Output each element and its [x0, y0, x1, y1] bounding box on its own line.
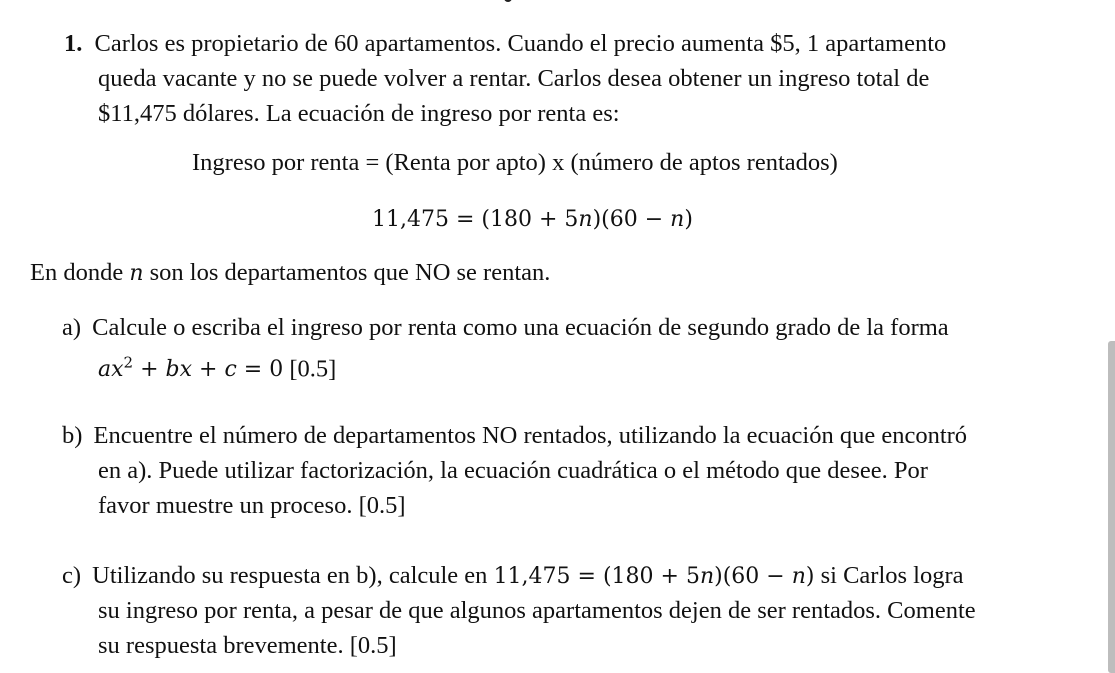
where-variable: n: [129, 261, 144, 286]
plus-2: +: [192, 357, 225, 383]
exponent-2: 2: [123, 354, 134, 372]
part-c-eq-var-2: n: [791, 564, 806, 589]
part-c-eq-lhs: 11,475 = (180 + 5: [493, 564, 700, 589]
equals-zero: = 0: [236, 357, 284, 383]
equation-lhs: 11,475 = (180 + 5: [372, 207, 579, 232]
part-a-line-1: [62, 313, 949, 343]
problem-statement-2: queda vacante y no se puede volver a rentar. Carlos desea obtener un ingreso total de: [98, 65, 930, 92]
where-line: [30, 258, 550, 289]
vertical-scrollbar[interactable]: [1108, 341, 1115, 673]
coef-b: b: [165, 357, 180, 383]
equation-var-2: n: [670, 207, 685, 232]
part-a-text-1: Calcule o escriba el ingreso por renta como una ecuación de segundo grado de la forma: [92, 314, 949, 341]
part-c-label: c): [62, 562, 82, 589]
part-c-text-2: su ingreso por renta, a pesar de que algunos apartamentos dejen de ser rentados. Comente: [98, 597, 976, 624]
page-top-mark: [504, 0, 512, 2]
part-c-line-1: [62, 561, 964, 592]
main-equation: [372, 205, 693, 235]
part-b-text-3: favor muestre un proceso. [0.5]: [98, 492, 406, 519]
part-a-line-2: [98, 348, 336, 385]
problem-statement-1: Carlos es propietario de 60 apartamentos. Cuando el precio aumenta $5, 1 apartamento: [94, 30, 947, 57]
problem-statement-3: $11,475 dólares. La ecuación de ingreso por renta es:: [98, 100, 620, 127]
part-b-line-1: [62, 421, 967, 451]
part-c-eq-mid: )(60 −: [714, 564, 792, 589]
where-suffix: son los departamentos que NO se rentan.: [143, 259, 551, 286]
problem-number: 1.: [64, 30, 83, 57]
part-c-suffix: si Carlos logra: [814, 562, 964, 589]
part-c-text-3: su respuesta brevemente. [0.5]: [98, 632, 397, 659]
equation-mid: )(60 −: [592, 207, 671, 232]
part-c-eq-var-1: n: [699, 564, 715, 589]
quadratic-form: [98, 354, 284, 383]
coef-a: a: [98, 357, 112, 383]
equation-var-1: n: [578, 207, 593, 232]
var-x-2: x: [179, 357, 193, 383]
part-b-label: b): [62, 422, 83, 449]
part-c-equation: [494, 564, 815, 589]
where-prefix: En donde: [30, 259, 130, 286]
part-a-label: a): [62, 314, 82, 341]
problem-line-1: [64, 29, 946, 59]
part-a-points: [0.5]: [283, 355, 337, 383]
part-c-eq-end: ): [805, 564, 815, 589]
coef-c: c: [224, 357, 237, 383]
var-x-1: x: [111, 357, 124, 383]
part-b-text-2: en a). Puede utilizar factorización, la ecuación cuadrática o el método que desee. Por: [98, 457, 928, 484]
part-c-prefix: Utilizando su respuesta en b), calcule en: [92, 562, 494, 589]
part-b-text-1: Encuentre el número de departamentos NO rentados, utilizando la ecuación que encontró: [93, 422, 968, 449]
plus-1: +: [133, 357, 166, 383]
formula-in-words: Ingreso por renta = (Renta por apto) x (número de aptos rentados): [192, 149, 838, 176]
equation-end: ): [684, 207, 693, 232]
